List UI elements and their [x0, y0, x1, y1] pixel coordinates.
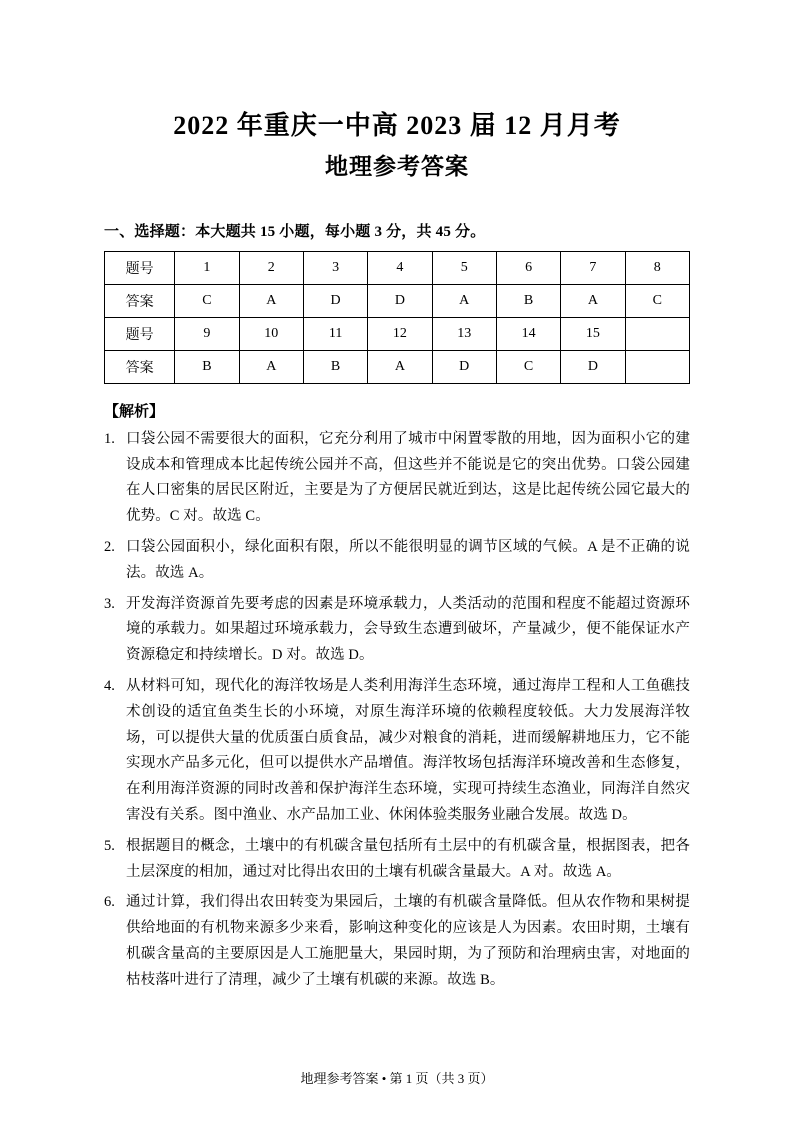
table-row: [105, 317, 690, 350]
item-number: 6.: [104, 894, 115, 911]
item-text: 从材料可知，现代化的海洋牧场是人类利用海洋生态环境，通过海岸工程和人工鱼礁技术创设的适宜鱼类生长的小环境，对原生海洋环境的依赖程度较低。大力发展海洋牧场，可以提供大量的优质蛋白质食品，减少对粮食的消耗，进而缓解耕地压力，它不能实现水产品多元化，但可以提供水产品增值。海洋牧场包括海洋环境改善和生态修复，在利用海洋资源的同时改善和保护海洋生态环境，实现可持续生态渔业，同海洋自然灾害没有关系。图中渔业、水产品加工业、休闲体验类服务业融合发展。故选 D。: [126, 677, 690, 823]
list-item: [104, 674, 690, 829]
page-footer: 地理参考答案 • 第 1 页（共 3 页）: [300, 1071, 494, 1086]
item-text: 口袋公园面积小，绿化面积有限，所以不能很明显的调节区域的气候。A 是不正确的说法。故选 A。: [126, 538, 690, 581]
item-number: 5.: [104, 837, 115, 854]
section-heading-multiple-choice: 一、选择题：本大题共 15 小题，每小题 3 分，共 45 分。: [104, 223, 486, 240]
item-number: 4.: [104, 677, 115, 694]
table-cell: C: [175, 284, 239, 317]
table-cell: A: [432, 284, 496, 317]
table-row: [105, 251, 690, 284]
document-title: [104, 106, 690, 186]
table-cell: 8: [625, 251, 689, 284]
table-cell: 4: [368, 251, 432, 284]
item-text: 通过计算，我们得出农田转变为果园后，土壤的有机碳含量降低。但从农作物和果树提供给地面的有机物来源多少来看，影响这种变化的应该是人为因素。农田时期，土壤有机碳含量高的主要原因是人工施肥量大，果园时期，为了预防和治理病虫害，对地面的枯枝落叶进行了清理，减少了土壤有机碳的来源。故选 B。: [126, 894, 690, 988]
table-cell: B: [303, 350, 367, 383]
table-cell: B: [175, 350, 239, 383]
analysis-label: 【解析】: [104, 403, 165, 420]
table-row: [105, 350, 690, 383]
item-number: 3.: [104, 595, 115, 612]
table-cell: D: [561, 350, 625, 383]
item-text: 开发海洋资源首先要考虑的因素是环境承载力，人类活动的范围和程度不能超过资源环境的承载力。如果超过环境承载力，会导致生态遭到破坏，产量减少，便不能保证水产资源稳定和持续增长。D 对。故选 D。: [126, 595, 690, 664]
table-cell: A: [368, 350, 432, 383]
table-row: [105, 284, 690, 317]
table-cell: 7: [561, 251, 625, 284]
table-cell: D: [432, 350, 496, 383]
table-cell: [625, 317, 689, 350]
table-cell: A: [239, 284, 303, 317]
table-cell: 15: [561, 317, 625, 350]
table-cell: 题号: [105, 317, 175, 350]
table-cell: A: [561, 284, 625, 317]
table-cell: 10: [239, 317, 303, 350]
table-cell: D: [368, 284, 432, 317]
table-cell: 2: [239, 251, 303, 284]
table-cell: 答案: [105, 350, 175, 383]
list-item: [104, 535, 690, 587]
list-item: [104, 834, 690, 886]
table-cell: 9: [175, 317, 239, 350]
list-item: [104, 592, 690, 669]
answer-key-table: [104, 251, 690, 384]
table-cell: 11: [303, 317, 367, 350]
analysis-list: [104, 427, 690, 994]
table-cell: [625, 350, 689, 383]
table-cell: A: [239, 350, 303, 383]
table-cell: 1: [175, 251, 239, 284]
table-cell: 13: [432, 317, 496, 350]
table-cell: C: [625, 284, 689, 317]
item-number: 2.: [104, 538, 115, 555]
table-cell: 题号: [105, 251, 175, 284]
list-item: [104, 427, 690, 530]
table-cell: D: [303, 284, 367, 317]
item-text: 口袋公园不需要很大的面积，它充分利用了城市中闲置零散的用地，因为面积小它的建设成本和管理成本比起传统公园并不高，但这些并不能说是它的突出优势。口袋公园建在人口密集的居民区附近，主要是为了方便居民就近到达，这是比起传统公园它最大的优势。C 对。故选 C。: [126, 430, 690, 525]
table-cell: 12: [368, 317, 432, 350]
list-item: [104, 890, 690, 993]
table-cell: 14: [496, 317, 560, 350]
table-cell: 6: [496, 251, 560, 284]
table-cell: C: [496, 350, 560, 383]
table-cell: 5: [432, 251, 496, 284]
item-number: 1.: [104, 430, 115, 447]
title-line-2: 地理参考答案: [325, 154, 469, 179]
item-text: 根据题目的概念，土壤中的有机碳含量包括所有土层中的有机碳含量，根据图表，把各土层深度的相加，通过对比得出农田的土壤有机碳含量最大。A 对。故选 A。: [126, 837, 690, 880]
title-line-1: 2022 年重庆一中高 2023 届 12 月月考: [173, 111, 621, 140]
table-cell: 3: [303, 251, 367, 284]
table-cell: B: [496, 284, 560, 317]
table-cell: 答案: [105, 284, 175, 317]
